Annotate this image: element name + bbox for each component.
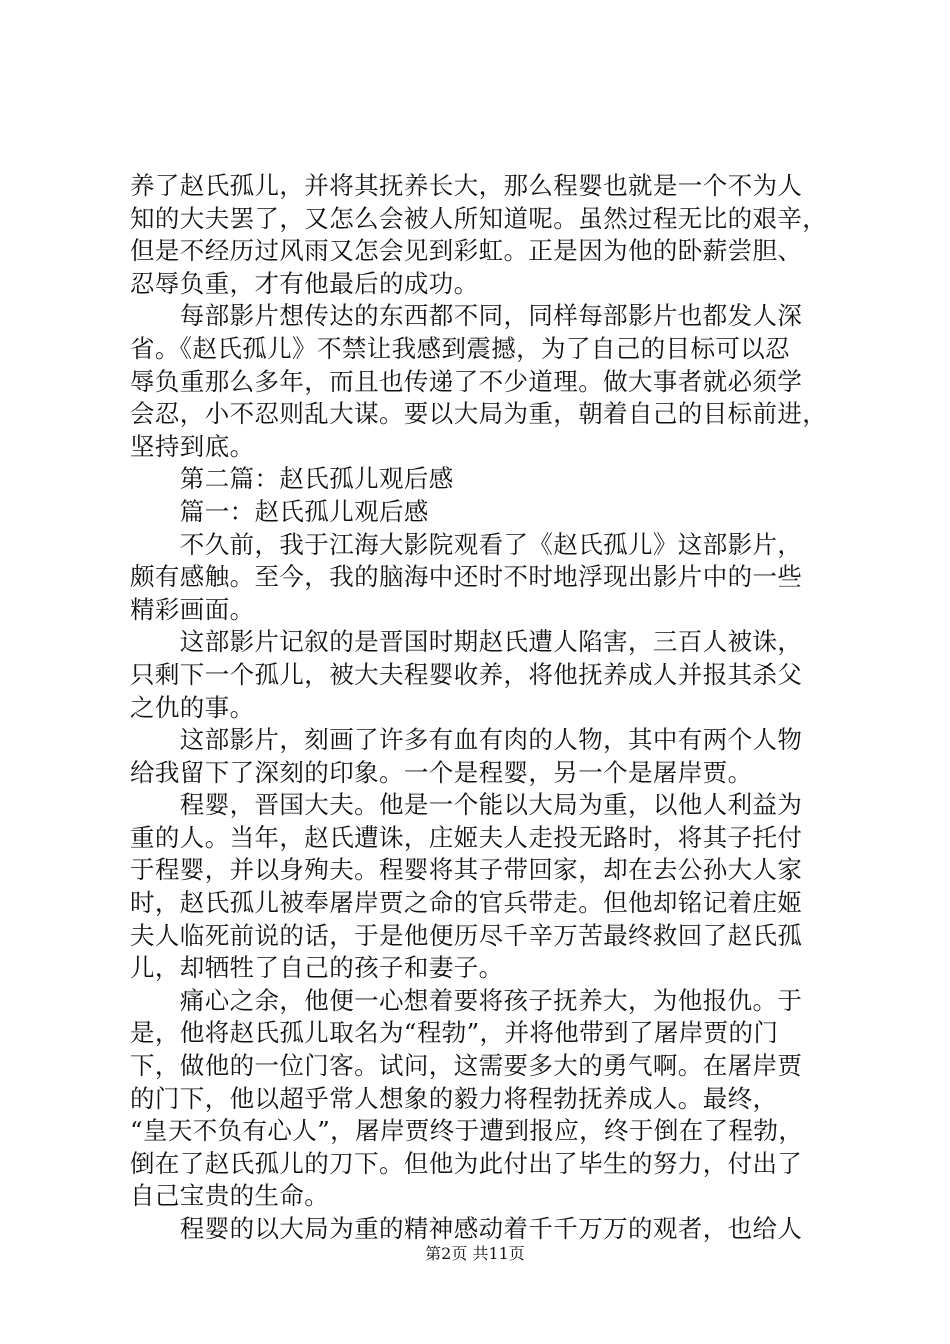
text-line: 重的人。当年，赵氏遭诛，庄姬夫人走投无路时，将其子托付 [130,822,803,852]
text-line: 但是不经历过风雨又怎会见到彩虹。正是因为他的卧薪尝胆、 [130,236,803,266]
sub-heading: 篇一：赵氏孤儿观后感 [130,496,429,526]
text-line: 倒在了赵氏孤儿的刀下。但他为此付出了毕生的努力，付出了 [130,1148,803,1178]
text-line: 时，赵氏孤儿被奉屠岸贾之命的官兵带走。但他却铭记着庄姬 [130,888,803,918]
text-line: 辱负重那么多年，而且也传递了不少道理。做大事者就必须学 [130,366,803,396]
document-body [130,170,832,1246]
text-line: 每部影片想传达的东西都不同，同样每部影片也都发人深 [130,301,803,331]
text-line: 坚持到底。 [130,431,255,461]
text-line: 忍辱负重，才有他最后的成功。 [130,268,479,298]
text-line: 夫人临死前说的话，于是他便历尽千辛万苦最终救回了赵氏孤 [130,920,803,950]
text-line: 自己宝贵的生命。 [130,1181,330,1211]
text-line: 这部影片记叙的是晋国时期赵氏遭人陷害，三百人被诛， [130,627,803,657]
text-line: 颇有感触。至今，我的脑海中还时不时地浮现出影片中的一些 [130,562,803,592]
text-line: 精彩画面。 [130,594,255,624]
text-line: 给我留下了深刻的印象。一个是程婴，另一个是屠岸贾。 [130,757,753,787]
text-line: 知的大夫罢了，又怎么会被人所知道呢。虽然过程无比的艰辛， [130,203,828,233]
text-line: 儿，却牺牲了自己的孩子和妻子。 [130,953,504,983]
page-number-footer: 第2页 共11页 [425,1244,525,1263]
text-line: 不久前，我于江海大影院观看了《赵氏孤儿》这部影片， [130,529,803,559]
text-line: 是，他将赵氏孤儿取名为“程勃”，并将他带到了屠岸贾的门 [130,1018,779,1048]
text-line: 只剩下一个孤儿，被大夫程婴收养，将他抚养成人并报其杀父 [130,659,803,689]
text-line: 程婴，晋国大夫。他是一个能以大局为重，以他人利益为 [130,790,803,820]
text-line: 于程婴，并以身殉夫。程婴将其子带回家，却在去公孙大人家 [130,855,803,885]
text-line: 之仇的事。 [130,692,255,722]
text-line: 下，做他的一位门客。试问，这需要多大的勇气啊。在屠岸贾 [130,1051,803,1081]
text-line: 养了赵氏孤儿，并将其抚养长大，那么程婴也就是一个不为人 [130,171,803,200]
text-line: 痛心之余，他便一心想着要将孩子抚养大，为他报仇。于 [130,985,803,1015]
text-line: 这部影片，刻画了许多有血有肉的人物，其中有两个人物 [130,725,803,755]
text-line: “皇天不负有心人”，屠岸贾终于遭到报应，终于倒在了程勃， [130,1116,804,1146]
text-line: 的门下，他以超乎常人想象的毅力将程勃抚养成人。最终， [130,1083,778,1113]
section-heading: 第二篇：赵氏孤儿观后感 [130,464,454,494]
text-line: 省。《赵氏孤儿》不禁让我感到震撼，为了自己的目标可以忍 [130,333,791,363]
text-line: 程婴的以大局为重的精神感动着千千万万的观者，也给人 [130,1214,803,1243]
text-line: 会忍，小不忍则乱大谋。要以大局为重，朝着自己的目标前进， [130,399,828,429]
